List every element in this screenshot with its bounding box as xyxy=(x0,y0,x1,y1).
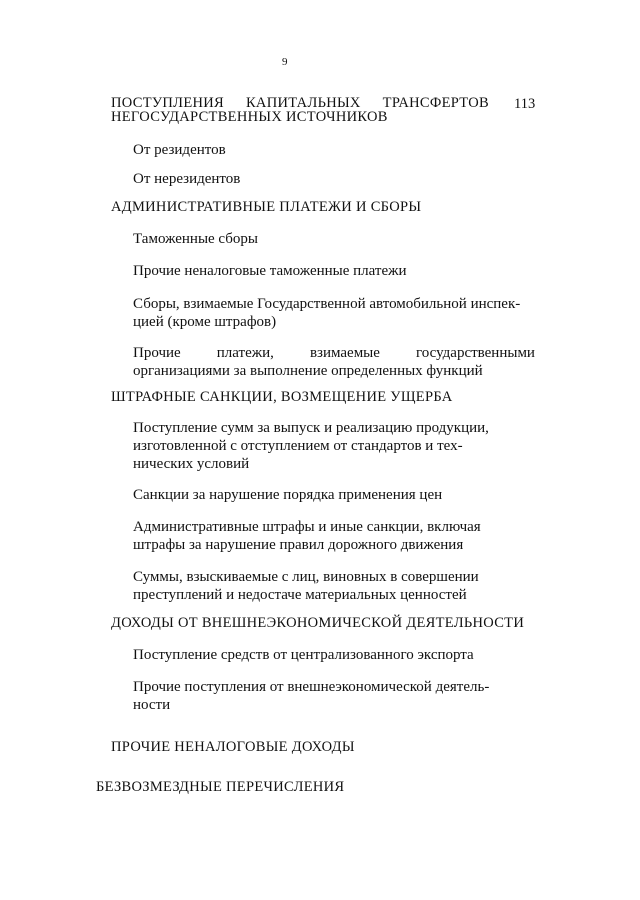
word: Прочие xyxy=(133,345,181,361)
heading-gratuitous-transfers: БЕЗВОЗМЕЗДНЫЕ ПЕРЕЧИСЛЕНИЯ xyxy=(96,779,345,795)
item-standards-line3: нических условий xyxy=(133,456,250,472)
item-admin-fines-line2: штрафы за нарушение правил дорожного движения xyxy=(133,537,464,553)
heading-other-nontax: ПРОЧИЕ НЕНАЛОГОВЫЕ ДОХОДЫ xyxy=(111,739,355,755)
heading-word: ТРАНСФЕРТОВ xyxy=(382,95,489,111)
item-gai-fees-line1: Сборы, взимаемые Государственной автомобильной инспек- xyxy=(133,296,521,312)
word: взимаемые xyxy=(309,345,380,361)
item-residents: От резидентов xyxy=(133,142,226,158)
heading-word: КАПИТАЛЬНЫХ xyxy=(245,95,361,111)
item-gai-fees-line2: цией (кроме штрафов) xyxy=(133,314,277,330)
item-centralized-export: Поступление средств от централизованного экспорта xyxy=(133,647,474,663)
item-other-foreign-trade xyxy=(133,678,535,714)
item-standards-line2: изготовленной с отступлением от стандартов и тех- xyxy=(133,438,463,454)
item-admin-fines-line1: Административные штрафы и иные санкции, включая xyxy=(133,519,481,535)
item-recovered-line2: преступлений и недостаче материальных ценностей xyxy=(133,587,467,603)
item-other-customs-payments: Прочие неналоговые таможенные платежи xyxy=(133,263,407,279)
item-recovered-line1: Суммы, взыскиваемые с лиц, виновных в совершении xyxy=(133,569,479,585)
word: государственными xyxy=(415,345,535,361)
word: платежи, xyxy=(216,345,274,361)
heading-penalties: ШТРАФНЫЕ САНКЦИИ, ВОЗМЕЩЕНИЕ УЩЕРБА xyxy=(111,389,453,405)
section-code: 113 xyxy=(514,96,536,112)
item-other-payments xyxy=(133,344,535,380)
item-gai-fees xyxy=(133,295,535,331)
item-pricing-sanctions: Санкции за нарушение порядка применения цен xyxy=(133,487,443,503)
heading-foreign-trade: ДОХОДЫ ОТ ВНЕШНЕЭКОНОМИЧЕСКОЙ ДЕЯТЕЛЬНОСТИ xyxy=(111,615,525,631)
item-standards-line1: Поступление сумм за выпуск и реализацию продукции, xyxy=(133,420,489,436)
heading-admin-payments: АДМИНИСТРАТИВНЫЕ ПЛАТЕЖИ И СБОРЫ xyxy=(111,199,422,215)
item-other-payments-line2: организациями за выполнение определенных функций xyxy=(133,363,483,379)
item-other-foreign-line2: ности xyxy=(133,697,171,713)
item-nonresidents: От нерезидентов xyxy=(133,171,241,187)
item-recovered-sums xyxy=(133,568,535,604)
item-customs-fees: Таможенные сборы xyxy=(133,231,258,247)
item-other-payments-line1 xyxy=(133,344,535,362)
heading-capital-transfers-line2: НЕГОСУДАРСТВЕННЫХ ИСТОЧНИКОВ xyxy=(111,109,388,125)
heading-word: ПОСТУПЛЕНИЯ xyxy=(111,95,224,111)
item-admin-fines xyxy=(133,518,535,554)
item-other-foreign-line1: Прочие поступления от внешнеэкономической деятель- xyxy=(133,679,490,695)
page-number: 9 xyxy=(282,56,288,68)
item-standards-violation xyxy=(133,419,535,473)
